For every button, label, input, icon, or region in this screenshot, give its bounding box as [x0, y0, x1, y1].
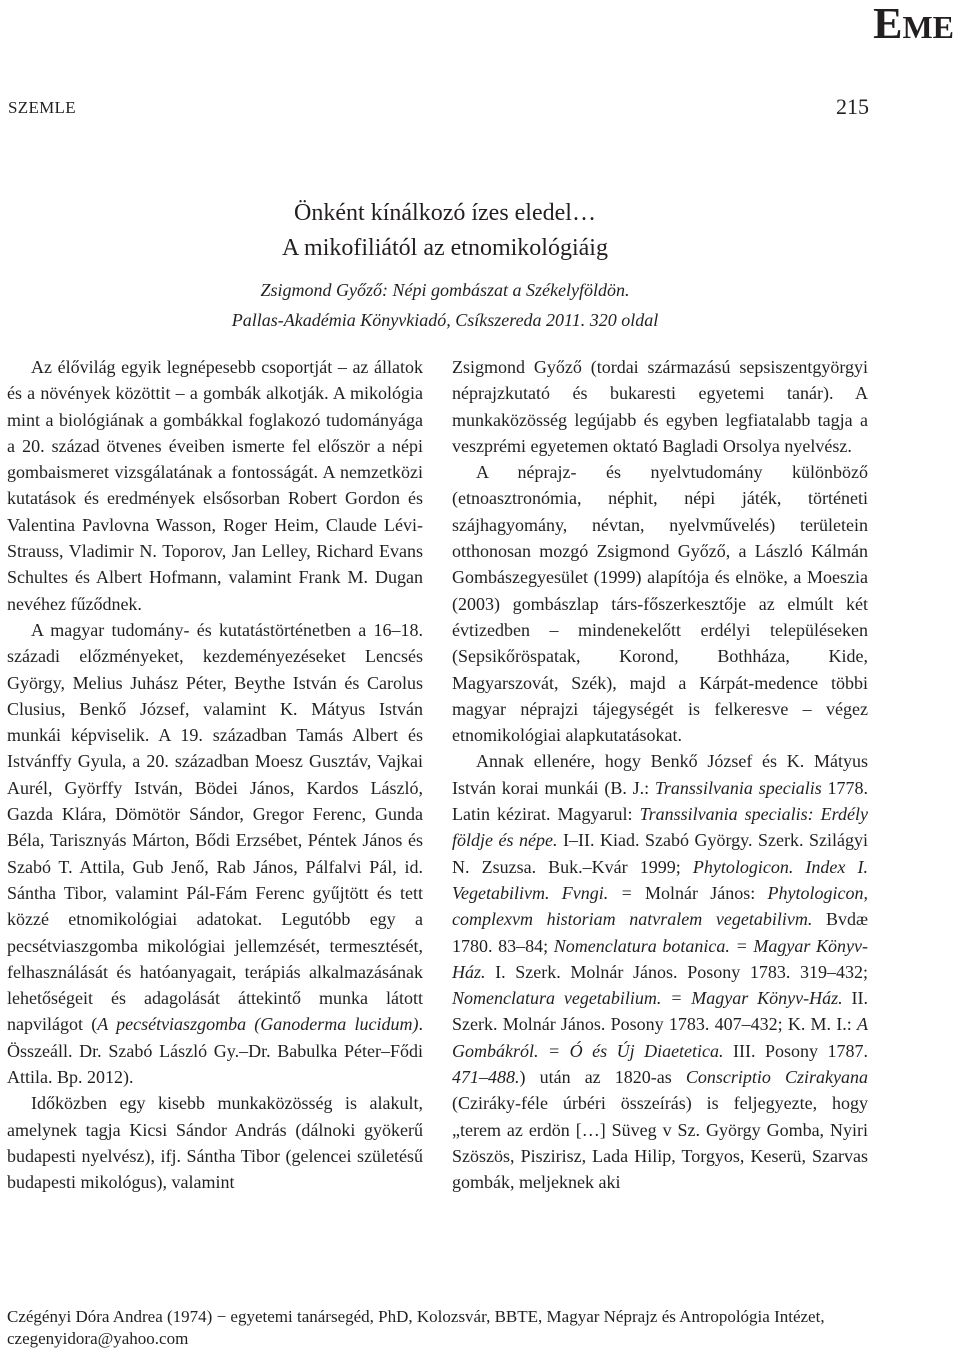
article-title-line-1: Önként kínálkozó ízes eledel… — [294, 200, 596, 226]
right-p3-text-7: II. Szerk. Molnár János. Posony 1783. 407–432; K. M. I.: — [452, 988, 868, 1035]
journal-logo — [873, 2, 954, 46]
right-p3-italic-1: Transsilvania specialis — [654, 777, 822, 798]
right-p3-text-8: III. Posony 1787. — [723, 1040, 869, 1061]
right-p3-text-9: ) után az 1820-as — [519, 1067, 686, 1088]
left-column — [7, 354, 423, 1196]
right-paragraph-1: Zsigmond Győző (tordai származású sepsiszentgyörgyi néprajzkutató és bukaresti egyetemi tanár). A munkaközösség legújabb és egyben legfiatalabb tagja a veszprémi egyetemen oktató Bagladi Orsolya nyelvész. — [452, 357, 868, 456]
right-p3-italic-5: Nomenclatura botanica. = Magyar Könyv-Ház. — [452, 935, 868, 982]
right-p3-text-2: 1778. Latin kézirat. Magyarul: — [452, 777, 869, 825]
left-p2-text-b: . Összeáll. Dr. Szabó László Gy.–Dr. Babulka Péter–Fődi Attila. Bp. 2012). — [7, 1014, 423, 1088]
running-head: SZEMLE — [8, 98, 76, 117]
logo-letter-e-end: E — [932, 9, 954, 45]
right-p3-italic-9: Conscriptio Czirakyana — [685, 1067, 868, 1088]
right-p3-italic-4: Phytologicon, complexvm historiam natvralem vegetabilivm. — [452, 882, 868, 930]
right-p3-italic-7: A Gombákról. = Ó és Új Diaetetica. — [452, 1014, 868, 1061]
logo-letter-m: M — [902, 9, 933, 45]
right-column — [452, 354, 868, 1196]
author-footnote: Czégényi Dóra Andrea (1974) − egyetemi tanársegéd, PhD, Kolozsvár, BBTE, Magyar Néprajz és Antropológia Intézet, czegenyidora@yahoo.com — [7, 1307, 825, 1348]
right-p3-text-1: Annak ellenére, hogy Benkő József és K. Mátyus István korai munkái (B. J.: — [452, 751, 868, 798]
reviewed-book-line-1: Zsigmond Győző: Népi gombászat a Székelyföldön. — [260, 280, 630, 300]
right-paragraph-3 — [452, 748, 868, 1195]
right-p3-text-5: Bvdæ 1780. 83–84; — [452, 909, 868, 956]
right-p3-italic-6: Nomenclatura vegetabilium. = Magyar Könyv-Ház. — [452, 988, 843, 1009]
left-p2-italic-title: A pecsétviaszgomba (Ganoderma lucidum) — [97, 1014, 419, 1035]
left-p2-text-a: A magyar tudomány- és kutatástörténetben a 16–18. századi előzményeket, kezdeményezéseket Lencsés György, Melius Juhász Péter, Beythe István és Carolus Clusius, Benkő József, valamint K. Mátyus István munkái képviselik. A 19. században Tamás Albert és Istvánffy Gyula, a 20. században Moesz Gusztáv, Vajkai Aurél, Györffy István, Bödei János, Kardos László, Gazda Klára, Dömötör Sándor, Gregor Ferenc, Gunda Béla, Tarisznyás Márton, Bődi Erzsébet, Péntek János és Szabó T. Attila, Gub Jenő, Rab János, Pálfalvi Pál, id. Sántha Tibor, valamint Pál-Fám Ferenc gyűjtött és tett közzé etnomikológiai adatokat. Legutóbb egy a pecsétviaszgomba mikológiai jellemzését, termesztését, felhasználását és hatóanyagait, terápiás alkalmazásának lehetőségeit és adagolását áttekintő munka látott napvilágot ( — [7, 619, 423, 1035]
right-p3-text-4: Molnár János: — [632, 882, 768, 903]
right-p3-italic-2: Transsilvania specialis: Erdély földje és népe. — [452, 804, 868, 851]
right-p3-italic-3: Phytologicon. Index I. Vegetabilivm. Fvngi. = — [452, 856, 868, 903]
reviewed-book-block — [0, 275, 890, 335]
right-p3-text-3: I–II. Kiad. Szabó György. Szerk. Szilágyi N. Zsuzsa. Buk.–Kvár 1999; — [452, 830, 869, 877]
right-p3-text-10: (Cziráky-féle úrbéri összeírás) is feljegyezte, hogy „terem az erdön […] Süveg v Sz. György Gomba, Nyiri Szöszös, Piszirisz, Lada Hilip, Torgyos, Keserü, Szarvas gombák, meljeknek aki — [452, 1093, 868, 1193]
left-paragraph-2 — [7, 617, 423, 1090]
right-p3-text-6: I. Szerk. Molnár János. Posony 1783. 319–432; — [485, 961, 868, 982]
page-number: 215 — [836, 94, 869, 119]
right-paragraph-2: A néprajz- és nyelvtudomány különböző (etnoasztronómia, néphit, népi játék, történeti szájhagyomány, névtan, nyelvművelés) területein otthonosan mozgó Zsigmond Győző, a László Kálmán Gombászegyesület (1999) alapítója és elnöke, a Moeszia (2003) gombászlap társ-főszerkesztője az elmúlt két évtizedben – mindenekelőtt erdélyi településeken (Sepsikőröspatak, Korond, Bothháza, Kide, Magyarszovát, Szék), majd a Kárpát-medence többi magyar néprajzi tájegységét is felkeresve – végez etnomikológiai alapkutatásokat. — [452, 462, 868, 746]
reviewed-book-line-2: Pallas-Akadémia Könyvkiadó, Csíkszereda 2011. 320 oldal — [231, 310, 659, 330]
left-paragraph-3: Időközben egy kisebb munkaközösség is alakult, amelynek tagja Kicsi Sándor András (dálnoki gyökerű budapesti nyelvész), ifj. Sántha Tibor (gelencei születésű budapesti mikológus), valamint — [7, 1093, 423, 1193]
article-title-line-2: A mikofiliától az etnomikológiáig — [282, 235, 608, 261]
logo-letter-e: E — [873, 0, 903, 48]
right-p3-italic-8: 471–488. — [452, 1067, 520, 1088]
article-title-block — [0, 196, 890, 335]
left-paragraph-1: Az élővilág egyik legnépesebb csoportját – az állatok és a növények közöttit – a gombák alkotják. A mikológia mint a biológiának a gombákkal foglakozó tudományága a 20. század ötvenes éveiben ismerte fel először a népi gombaismeret vizsgálatának a fontosságát. A nemzetközi kutatások és eredmények elsősorban Robert Gordon és Valentina Pavlovna Wasson, Roger Heim, Claude Lévi-Strauss, Vladimir N. Toporov, Jan Lelley, Richard Evans Schultes és Albert Hofmann, valamint Frank M. Dugan nevéhez fűződnek. — [7, 357, 423, 614]
